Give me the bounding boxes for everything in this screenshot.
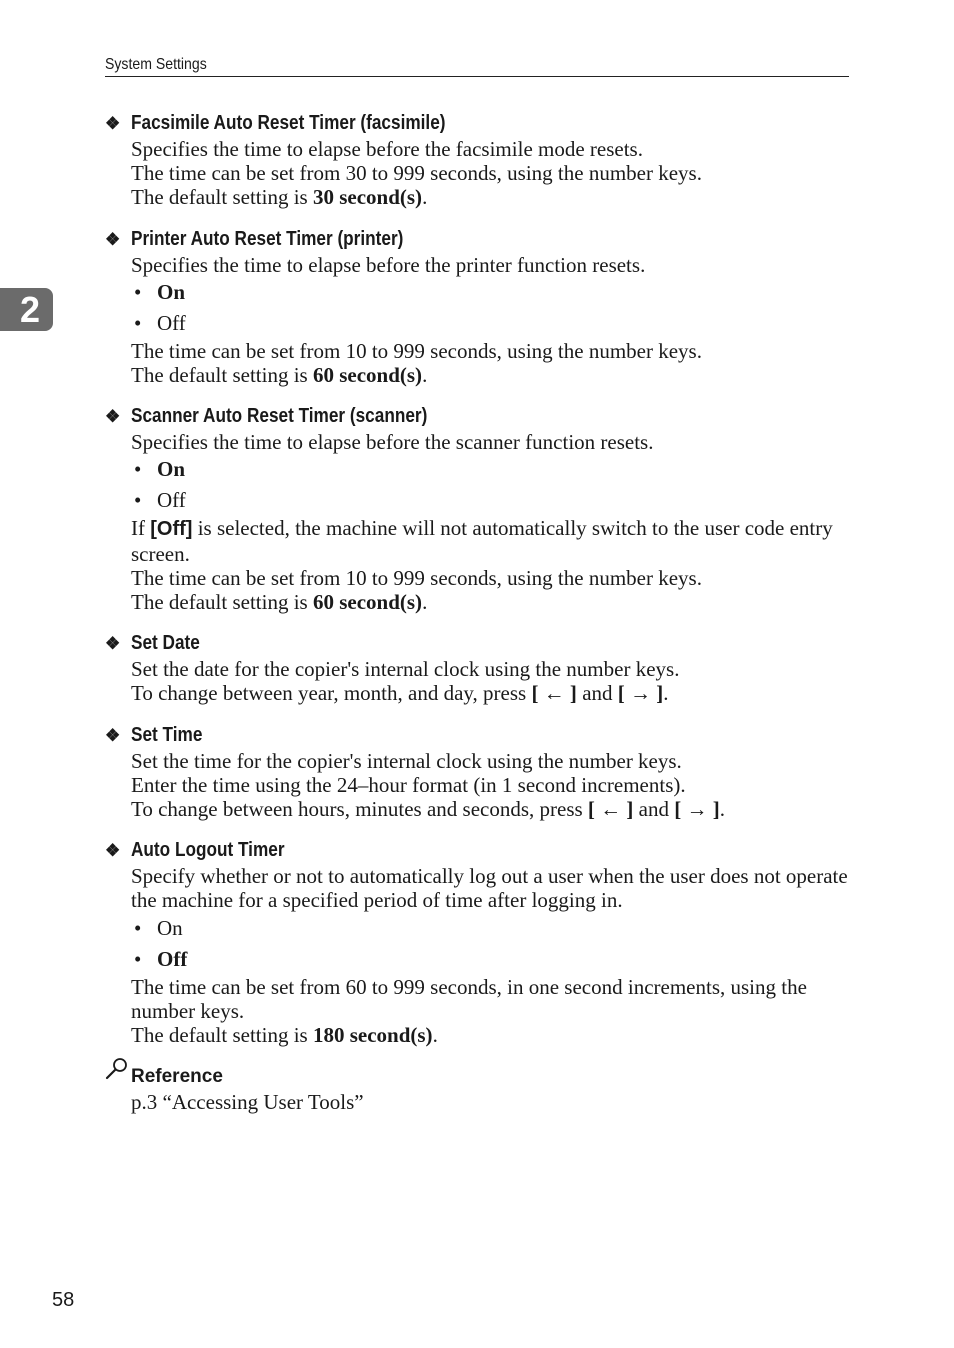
left-arrow-key: [ ← ] <box>587 797 634 822</box>
page-number: 58 <box>52 1289 75 1311</box>
section-title: Printer Auto Reset Timer (printer) <box>131 227 404 250</box>
default-value: 60 second(s) <box>312 590 423 615</box>
range-text: The time can be set from 30 to 999 seconds, using the number keys. <box>131 161 702 186</box>
option-label: Off <box>157 310 186 335</box>
reference-title: Reference <box>131 1066 223 1088</box>
default-setting: The default setting is 60 second(s). <box>131 590 428 615</box>
section-heading <box>105 837 850 864</box>
diamond-bullet-icon: ❖ <box>105 634 121 654</box>
page-content <box>105 110 850 1114</box>
description: Specifies the time to elapse before the printer function resets. <box>131 252 646 277</box>
right-arrow-key: [ → ] <box>617 681 664 706</box>
note-text: If [Off] is selected, the machine will not automatically switch to the user code entry screen. <box>131 516 833 566</box>
section-title: Set Time <box>131 723 203 746</box>
section-scanner-auto-reset-timer <box>105 403 850 614</box>
reference-body <box>131 1090 850 1114</box>
option-label: On <box>157 279 186 304</box>
section-title: Auto Logout Timer <box>131 839 285 862</box>
option-item <box>131 485 850 516</box>
section-heading <box>105 226 850 253</box>
option-item <box>131 308 850 339</box>
option-list <box>131 277 850 339</box>
bullet-icon: • <box>134 279 142 304</box>
section-body <box>131 657 850 705</box>
description: Specifies the time to elapse before the facsimile mode resets. <box>131 137 643 161</box>
key-label-off: [Off] <box>150 518 193 541</box>
section-body <box>131 253 850 388</box>
header-section-title: System Settings <box>105 56 207 73</box>
option-list <box>131 913 850 975</box>
description: Set the date for the copier's internal clock using the number keys. <box>131 657 680 682</box>
description: Set the time for the copier's internal clock using the number keys. <box>131 748 682 773</box>
default-setting: The default setting is 180 second(s). <box>131 1023 438 1048</box>
bullet-icon: • <box>134 457 142 482</box>
description: Specifies the time to elapse before the scanner function resets. <box>131 430 654 455</box>
section-heading <box>105 722 850 749</box>
right-arrow-key: [ → ] <box>674 797 720 822</box>
section-title: Scanner Auto Reset Timer (scanner) <box>131 405 428 428</box>
option-label: Off <box>157 488 186 513</box>
option-item <box>131 913 850 944</box>
diamond-bullet-icon: ❖ <box>105 229 121 249</box>
section-set-time <box>105 722 850 822</box>
range-text: The time can be set from 10 to 999 seconds, using the number keys. <box>131 338 702 363</box>
bullet-icon: • <box>134 310 142 335</box>
range-text: The time can be set from 60 to 999 seconds, in one second increments, using the number keys. <box>131 974 807 1023</box>
option-label: Off <box>157 946 188 971</box>
reference-heading <box>105 1063 850 1090</box>
section-auto-logout-timer <box>105 837 850 1047</box>
section-heading <box>105 630 850 657</box>
option-label: On <box>157 457 186 482</box>
reference-link[interactable]: p.3 “Accessing User Tools” <box>131 1090 364 1115</box>
chapter-tab <box>0 288 53 331</box>
option-label: On <box>157 915 183 940</box>
section-printer-auto-reset-timer <box>105 226 850 388</box>
diamond-bullet-icon: ❖ <box>105 407 121 427</box>
section-heading <box>105 110 850 137</box>
section-set-date <box>105 630 850 705</box>
diamond-bullet-icon: ❖ <box>105 114 121 133</box>
key-instruction: To change between year, month, and day, press [ ← ] and [ → ]. <box>131 681 669 706</box>
range-text: The time can be set from 10 to 999 seconds, using the number keys. <box>131 565 702 590</box>
left-arrow-key: [ ← ] <box>531 681 577 706</box>
description: Specify whether or not to automatically log out a user when the user does not operate the machine for a specified period of time after logging in. <box>131 864 848 913</box>
section-title: Facsimile Auto Reset Timer (facsimile) <box>131 112 446 134</box>
section-body <box>131 430 850 614</box>
section-body <box>131 137 850 210</box>
default-value: 60 second(s) <box>312 363 423 388</box>
section-facsimile-auto-reset-timer <box>105 110 850 210</box>
default-setting: The default setting is 30 second(s). <box>131 185 428 210</box>
reference-box <box>105 1063 850 1114</box>
option-item <box>131 277 850 308</box>
default-value: 30 second(s) <box>312 185 423 210</box>
bullet-icon: • <box>134 946 142 971</box>
bullet-icon: • <box>134 915 142 940</box>
diamond-bullet-icon: ❖ <box>105 841 121 861</box>
key-instruction: To change between hours, minutes and seconds, press [ ← ] and [ → ]. <box>131 797 725 822</box>
option-item <box>131 454 850 485</box>
section-body <box>131 864 850 1047</box>
option-item <box>131 944 850 975</box>
running-header <box>105 56 849 77</box>
diamond-bullet-icon: ❖ <box>105 725 121 745</box>
section-heading <box>105 403 850 430</box>
format-text: Enter the time using the 24–hour format (in 1 second increments). <box>131 772 686 797</box>
section-body <box>131 749 850 822</box>
default-setting: The default setting is 60 second(s). <box>131 363 428 388</box>
section-title: Set Date <box>131 632 200 655</box>
bullet-icon: • <box>134 488 142 513</box>
default-value: 180 second(s) <box>312 1023 433 1048</box>
magnifier-icon <box>105 1057 129 1081</box>
chapter-number: 2 <box>19 289 41 330</box>
option-list <box>131 454 850 516</box>
